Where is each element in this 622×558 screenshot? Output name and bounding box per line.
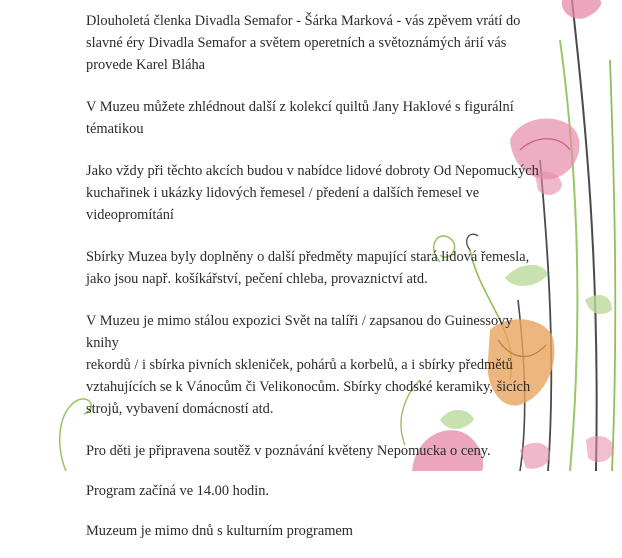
paragraph-concert-invitation: Dlouholetá členka Divadla Semafor - Šárka Marková - vás zpěvem vrátí do slavné éry Divadla Semafor a světem operetních a světoznámých árií vás provede Karel Bláha: [86, 13, 521, 73]
leaf: [585, 295, 612, 314]
pink-flower-small: [586, 436, 614, 462]
paragraph-quilt-collection: V Muzeu můžete zhlédnout další z kolekcí quiltů Jany Haklové s figurální tématikou: [86, 99, 514, 137]
document-body: [86, 10, 546, 558]
paragraph-folk-delicacies: Jako vždy při těchto akcích budou v nabídce lidové dobroty Od Nepomuckých kuchařinek i ukázky lidových řemesel / předení a dalších řemesel ve videopromítání: [86, 163, 539, 223]
pink-flower: [562, 0, 601, 19]
paragraph-museum-hours: Muzeum je mimo dnů s kulturním programem: [86, 523, 353, 539]
paragraph-collections-expanded: Sbírky Muzea byly doplněny o další předměty mapující stará lidová řemesla, jako jsou např. košíkářství, pečení chleba, provaznictví atd.: [86, 249, 530, 287]
flower-stem: [610, 60, 615, 471]
paragraph-children-contest: Pro děti je připravena soutěž v poznávání květeny Nepomucka o ceny.: [86, 443, 491, 459]
paragraph-program-start: Program začíná ve 14.00 hodin.: [86, 483, 270, 499]
flower-stem: [560, 40, 577, 471]
paragraph-permanent-exhibition: V Muzeu je mimo stálou expozici Svět na talíři / zapsanou do Guinessovy knihy rekordů / i sbírka pivních skleniček, pohárů a korbelů, a i sbírky předmětů vztahujících se k Vánocům či Velikonocům. Sbírky chodské keramiky, šicích strojů, vybavení domácností atd.: [86, 313, 531, 417]
